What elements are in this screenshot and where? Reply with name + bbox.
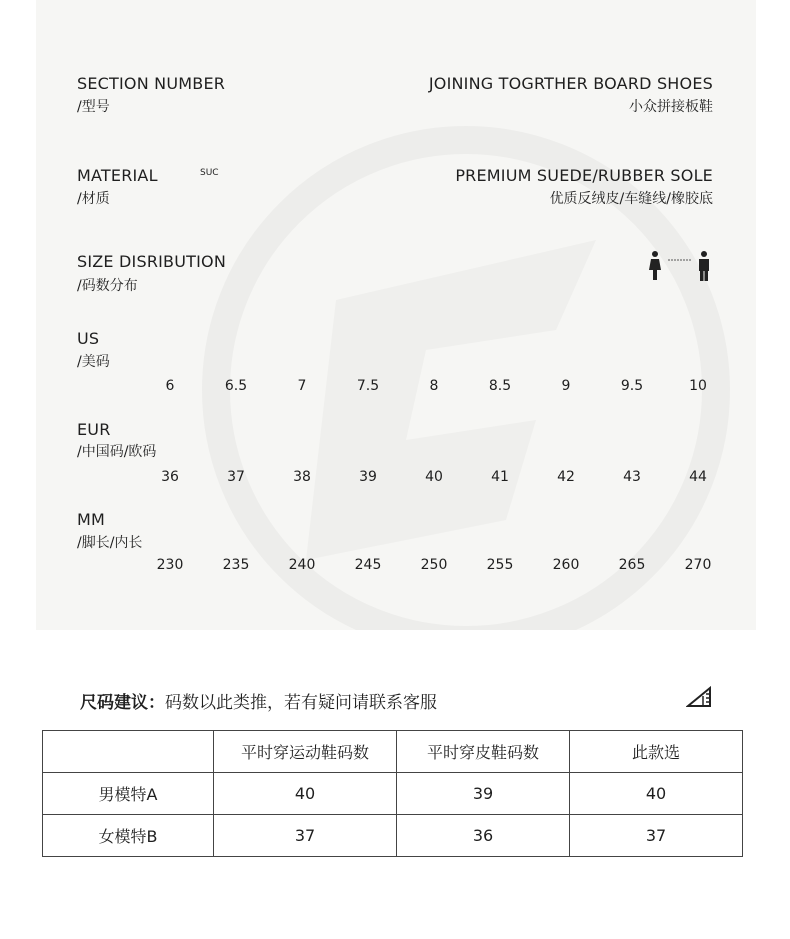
- eur-size-value: 38: [293, 469, 311, 485]
- us-size-value: 9: [561, 378, 571, 394]
- us-size-value: 9.5: [620, 378, 644, 394]
- size-distribution-label: SIZE DISRIBUTION: [77, 252, 227, 271]
- material-value-cn: 优质反绒皮/车缝线/橡胶底: [549, 191, 713, 207]
- us-size-value: 6.5: [224, 378, 248, 394]
- us-size-value: 10: [689, 378, 707, 394]
- eur-size-value: 41: [491, 469, 509, 485]
- us-size-value: 7: [297, 378, 307, 394]
- us-size-value: 7.5: [356, 378, 380, 394]
- leather-size-cell: 39: [397, 773, 570, 815]
- size-recommendation-bold: 尺码建议：: [80, 693, 165, 713]
- mm-size-value: 260: [552, 557, 580, 573]
- eur-size-value: 42: [557, 469, 575, 485]
- choice-size-cell: 37: [570, 815, 743, 857]
- table-header-cell: [43, 731, 214, 773]
- eur-label: EUR: [77, 420, 111, 439]
- size-distribution-label-cn: /码数分布: [77, 278, 138, 294]
- mm-label: MM: [77, 510, 106, 529]
- mm-size-value: 270: [684, 557, 712, 573]
- eur-size-value: 43: [623, 469, 641, 485]
- eur-size-value: 36: [161, 469, 179, 485]
- watermark-logo: [36, 0, 756, 630]
- section-number-value-cn: 小众拼接板鞋: [629, 99, 713, 115]
- sport-size-cell: 40: [214, 773, 397, 815]
- eur-size-value: 37: [227, 469, 245, 485]
- us-label-cn: /美码: [77, 354, 110, 370]
- size-recommendation-table: [42, 730, 743, 857]
- material-value: PREMIUM SUEDE/RUBBER SOLE: [455, 166, 713, 185]
- mm-size-value: 265: [618, 557, 646, 573]
- size-recommendation-title: [80, 688, 437, 713]
- material-superscript: SUC: [200, 168, 219, 178]
- mm-size-value: 255: [486, 557, 514, 573]
- eur-size-value: 44: [689, 469, 707, 485]
- female-male-icon: [646, 250, 716, 282]
- material-label-cn: /材质: [77, 191, 110, 207]
- us-size-value: 6: [165, 378, 175, 394]
- eur-label-cn: /中国码/欧码: [77, 444, 157, 460]
- us-size-value: 8: [429, 378, 439, 394]
- mm-size-value: 240: [288, 557, 316, 573]
- spec-panel: [36, 0, 756, 630]
- table-row: [43, 815, 743, 857]
- ruler-triangle-icon: [686, 686, 714, 708]
- section-number-value: JOINING TOGRTHER BOARD SHOES: [428, 74, 713, 93]
- section-number-label: SECTION NUMBER: [77, 74, 226, 93]
- us-size-value: 8.5: [488, 378, 512, 394]
- model-name-cell: 女模特B: [43, 815, 214, 857]
- mm-size-value: 235: [222, 557, 250, 573]
- us-label: US: [77, 329, 100, 348]
- mm-size-value: 250: [420, 557, 448, 573]
- table-header-cell: 此款选: [570, 731, 743, 773]
- material-label: MATERIAL: [77, 166, 158, 185]
- mm-size-value: 230: [156, 557, 184, 573]
- mm-label-cn: /脚长/内长: [77, 535, 143, 551]
- mm-size-value: 245: [354, 557, 382, 573]
- section-number-label-cn: /型号: [77, 99, 110, 115]
- table-header-cell: 平时穿运动鞋码数: [214, 731, 397, 773]
- table-header-row: [43, 731, 743, 773]
- model-name-cell: 男模特A: [43, 773, 214, 815]
- size-recommendation-text: 码数以此类推，若有疑问请联系客服: [165, 693, 437, 713]
- eur-size-value: 39: [359, 469, 377, 485]
- leather-size-cell: 36: [397, 815, 570, 857]
- table-row: [43, 773, 743, 815]
- choice-size-cell: 40: [570, 773, 743, 815]
- eur-size-value: 40: [425, 469, 443, 485]
- table-header-cell: 平时穿皮鞋码数: [397, 731, 570, 773]
- sport-size-cell: 37: [214, 815, 397, 857]
